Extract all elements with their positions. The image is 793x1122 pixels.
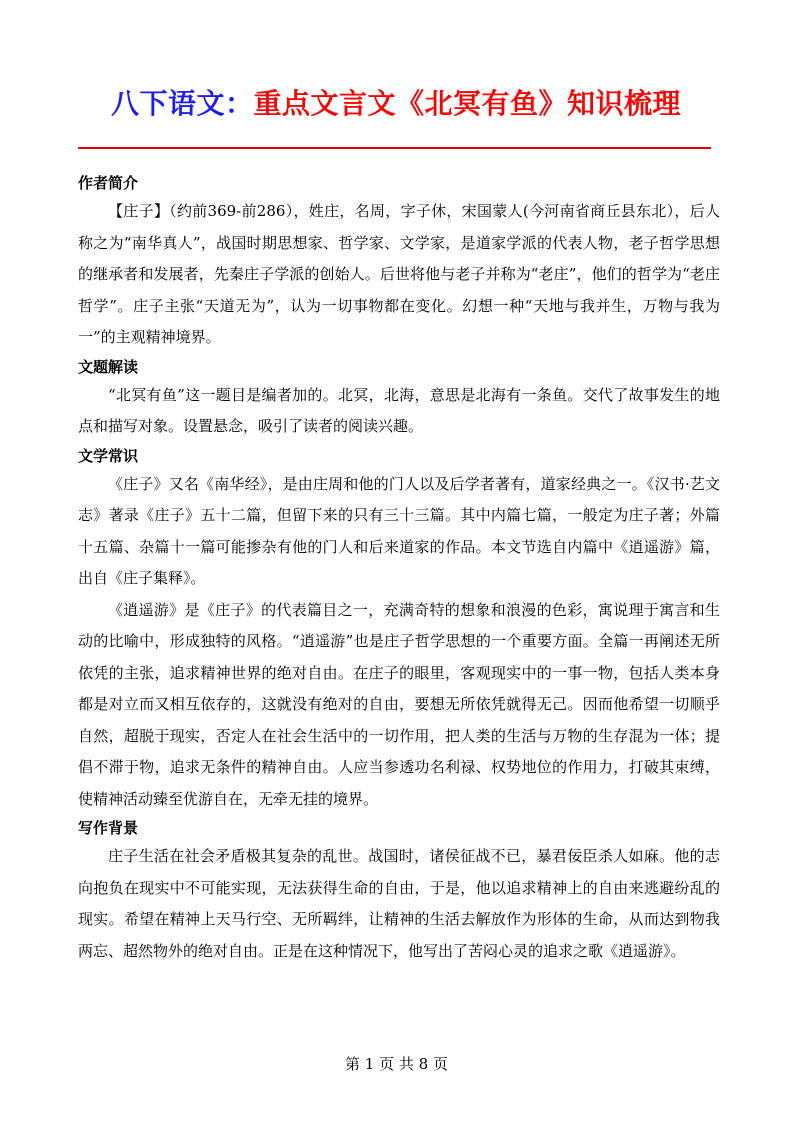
section-title-notes: [78, 354, 720, 443]
section-literature: [78, 443, 720, 816]
literature-paragraph-1: 《庄子》又名《南华经》，是由庄周和他的门人以及后学者著有，道家经典之一。《汉书·艺文志》著录《庄子》五十二篇，但留下来的只有三十三篇。其中内篇七篇，一般定为庄子著；外篇十五篇、杂篇十一篇可能掺杂有他的门人和后来道家的作品。本文节选自内篇中《逍遥游》篇，出自《庄子集释》。: [78, 474, 720, 587]
section-author: [78, 170, 720, 354]
section-heading-author: 作者简介: [78, 174, 139, 192]
title-notes-paragraph: “北冥有鱼”这一题目是编者加的。北冥，北海，意思是北海有一条鱼。交代了故事发生的地点和描写对象。设置悬念，吸引了读者的阅读兴趣。: [78, 385, 720, 435]
literature-paragraph-2: 《逍遥游》是《庄子》的代表篇目之一，充满奇特的想象和浪漫的色彩，寓说理于寓言和生动的比喻中，形成独特的风格。“逍遥游”也是庄子哲学思想的一个重要方面。全篇一再阐述无所依凭的主张，追求精神世界的绝对自由。在庄子的眼里，客观现实中的一事一物，包括人类本身都是对立而又相互依存的，这就没有绝对的自由，要想无所依凭就得无己。因而他希望一切顺乎自然，超脱于现实，否定人在社会生活中的一切作用，把人类的生活与万物的生存混为一体；提倡不滞于物，追求无条件的精神自由。人应当参透功名利禄、权势地位的作用力，打破其束缚，使精神活动臻至优游自在，无牵无挂的境界。: [78, 600, 720, 808]
author-paragraph: 【庄子】（约前369-前286），姓庄，名周，字子休，宋国蒙人(今河南省商丘县东北），后人称之为“南华真人”，战国时期思想家、哲学家、文学家，是道家学派的代表人物，老子哲学思想的继承者和发展者，先秦庄子学派的创始人。后世将他与老子并称为“老庄”，他们的哲学为“老庄哲学”。庄子主张“天道无为”，认为一切事物都在变化。幻想一种“天地与我并生，万物与我为一”的主观精神境界。: [78, 202, 720, 346]
section-heading-title-notes: 文题解读: [78, 357, 139, 376]
title-divider: [78, 147, 711, 149]
background-paragraph: 庄子生活在社会矛盾极其复杂的乱世。战国时，诸侯征战不已，暴君佞臣杀人如麻。他的志向抱负在现实中不可能实现，无法获得生命的自由，于是，他以追求精神上的自由来逃避纷乱的现实。希望在精神上天马行空、无所羁绊，让精神的生活去解放作为形体的生命，从而达到物我两忘、超然物外的绝对自由。正是在这种情况下，他写出了苦闷心灵的追求之歌《逍遥游》。: [78, 847, 720, 960]
document-body: [78, 170, 720, 967]
section-background: [78, 815, 720, 967]
title-main: 重点文言文《北冥有鱼》知识梳理: [253, 87, 682, 120]
title-prefix: 八下语文：: [110, 87, 254, 120]
page-title: [78, 82, 714, 126]
section-heading-background: 写作背景: [78, 819, 139, 837]
section-heading-literature: 文学常识: [78, 446, 139, 465]
page-number-footer: 第 1 页 共 8 页: [345, 1055, 448, 1073]
